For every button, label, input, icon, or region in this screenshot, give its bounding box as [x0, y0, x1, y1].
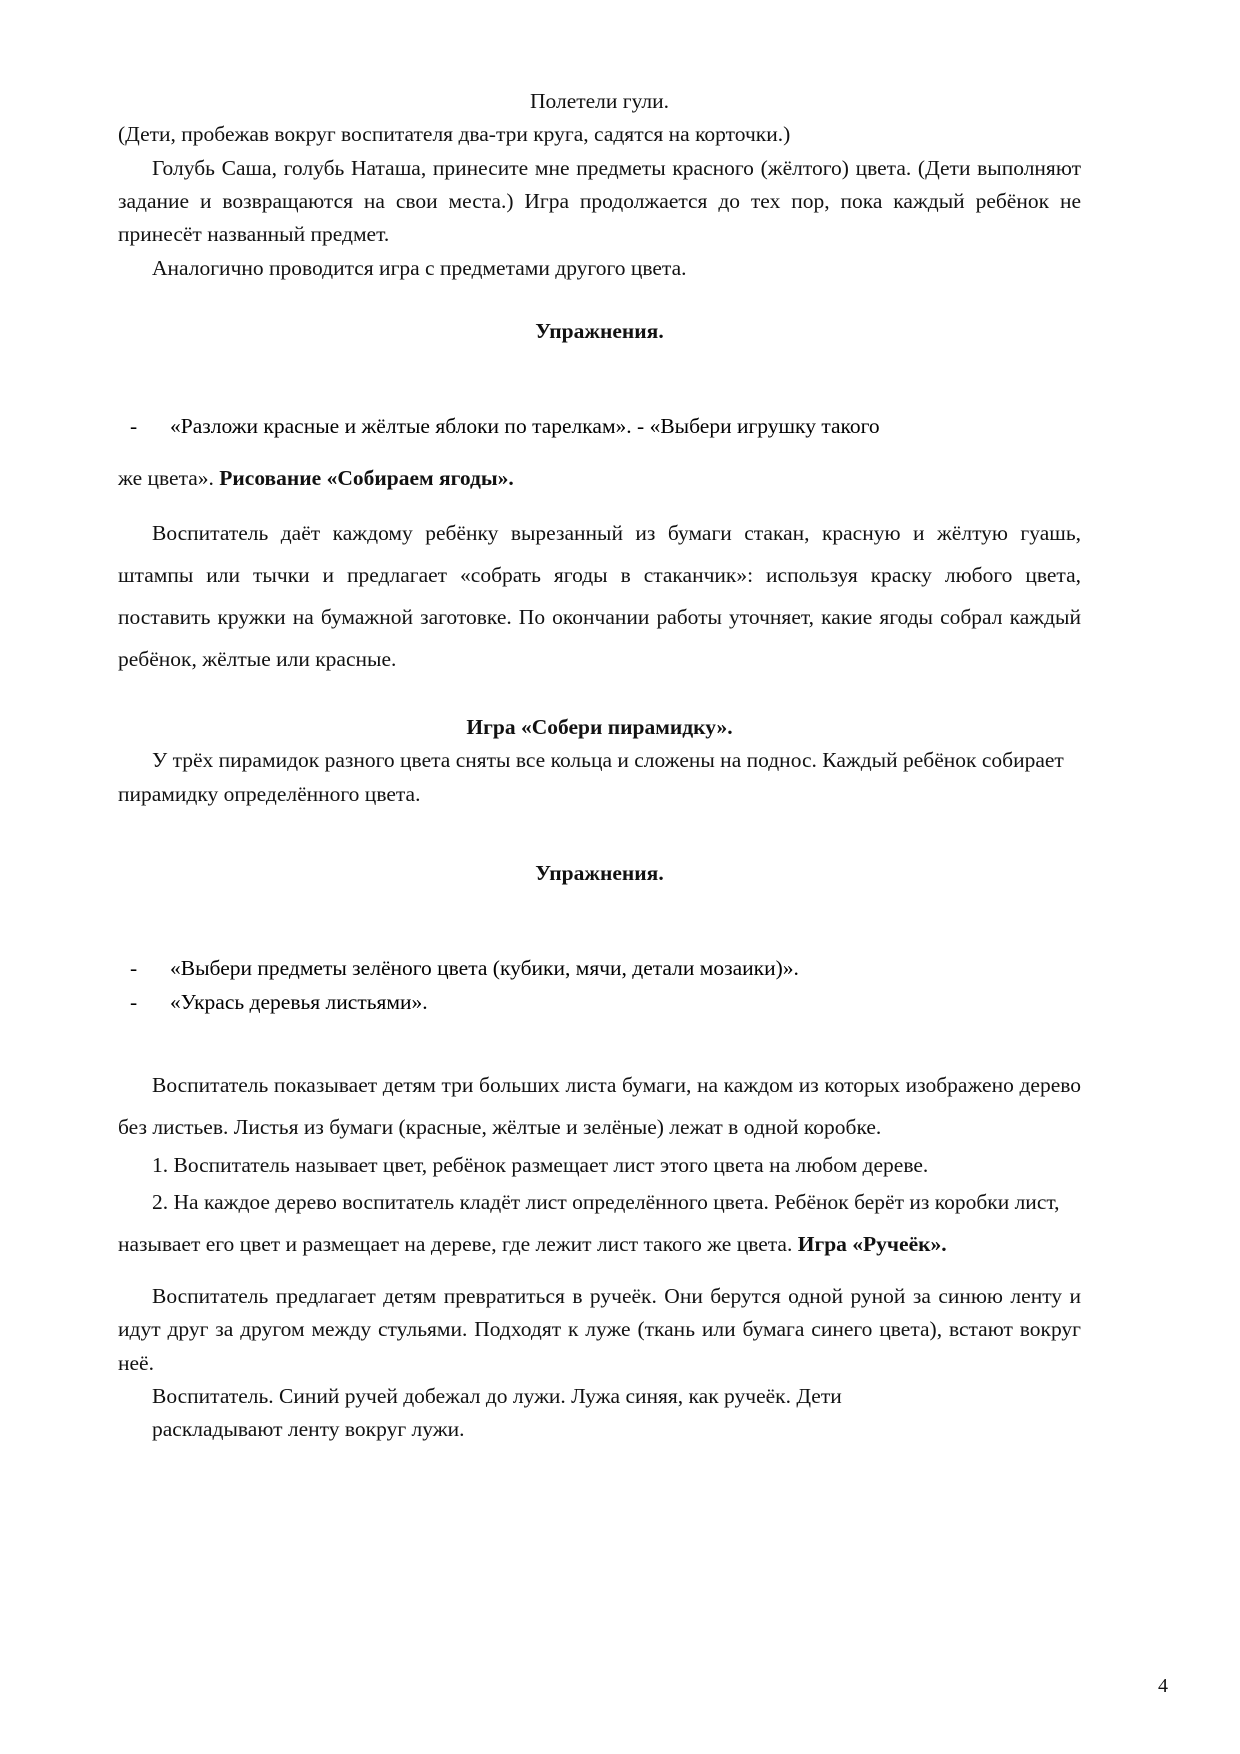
paragraph-title-line: Полетели гули.	[529, 89, 670, 113]
spacer	[118, 1019, 1081, 1065]
heading-stream-game: Игра «Ручеёк».	[797, 1232, 947, 1257]
paragraph-three-sheets: Воспитатель показывает детям три больших листа бумаги, на каждом из которых изображено дерево без листьев. Листья из бумаги (красные, жёлтые и зелёные) лежат в одной коробке.	[118, 1072, 1081, 1139]
bullet-marker-icon: -	[130, 414, 138, 439]
apples-continuation-text: же цвета».	[118, 465, 220, 490]
bullet-marker-icon: -	[130, 989, 138, 1014]
paragraph-pyramid-description: У трёх пирамидок разного цвета сняты все кольца и сложены на поднос. Каждый ребёнок собирает пирамидку определённого цвета.	[118, 748, 1064, 806]
paragraph-teacher-gives-cup: Воспитатель даёт каждому ребёнку вырезанный из бумаги стакан, красную и жёлтую гуашь, штампы или тычки и предлагает «собрать ягоды в стаканчик»: используя краску любого цвета, поставить кружки на бумажной заготовке. По окончании работы уточняет, какие ягоды собрал каждый ребёнок, жёлтые или красные.	[118, 521, 1081, 672]
bullet-marker-icon: -	[130, 956, 138, 981]
paragraph-similar-game: Аналогично проводится игра с предметами другого цвета.	[152, 255, 687, 280]
page-number: 4	[1158, 1675, 1168, 1697]
spacer	[118, 890, 1081, 952]
paragraph-stream-description: Воспитатель предлагает детям превратиться в ручеёк. Они берутся одной руной за синюю ленту и идут друг за другом между стульями. Подходят к луже (ткань или бумага синего цвета), встают вокруг неё.	[118, 1283, 1081, 1375]
spacer	[118, 499, 1081, 513]
list-item	[118, 986, 1081, 1019]
spacer	[118, 1266, 1081, 1280]
list-item	[118, 952, 1081, 985]
heading-drawing-berries: Рисование «Собираем ягоды».	[219, 465, 514, 490]
spacer	[118, 681, 1081, 711]
paragraph-teacher-says: Воспитатель. Синий ручей добежал до лужи. Лужа синяя, как ручеёк. Дети	[152, 1383, 842, 1408]
paragraph-dove: Голубь Саша, голубь Наташа, принесите мне предметы красного (жёлтого) цвета. (Дети выполняют задание и возвращаются на свои места.) Игра продолжается до тех пор, пока каждый ребёнок не принесёт названный предмет.	[118, 155, 1081, 247]
spacer	[118, 285, 1081, 315]
heading-pyramid-game: Игра «Собери пирамидку».	[466, 715, 733, 740]
paragraph-numbered-item-2	[118, 1182, 1081, 1266]
list-item-label: «Разложи красные и жёлтые яблоки по тарелкам». - «Выбери игрушку такого	[170, 414, 880, 439]
paragraph-teacher-says-continuation: раскладывают ленту вокруг лужи.	[152, 1417, 465, 1442]
spacer	[118, 444, 1081, 458]
list-item-label: «Укрась деревья листьями».	[170, 989, 428, 1014]
paragraph-numbered-item-1: 1. Воспитатель называет цвет, ребёнок размещает лист этого цвета на любом дереве.	[152, 1152, 929, 1177]
numbered-item-2-text: 2. На каждое дерево воспитатель кладёт лист определённого цвета. Ребёнок берёт из коробки лист, называет его цвет и размещает на дереве, где лежит лист такого же цвета.	[118, 1190, 1060, 1257]
spacer	[118, 811, 1081, 857]
paragraph-apples-continuation	[118, 458, 1081, 500]
paragraph-children-run: (Дети, пробежав вокруг воспитателя два-три круга, садятся на корточки.)	[118, 122, 791, 147]
heading-exercises-first: Упражнения.	[535, 318, 664, 343]
page-content	[118, 85, 1081, 1447]
spacer	[118, 348, 1081, 410]
heading-exercises-second: Упражнения.	[535, 861, 664, 886]
list-item	[118, 410, 1081, 443]
list-item-label: «Выбери предметы зелёного цвета (кубики, мячи, детали мозаики)».	[170, 956, 799, 981]
